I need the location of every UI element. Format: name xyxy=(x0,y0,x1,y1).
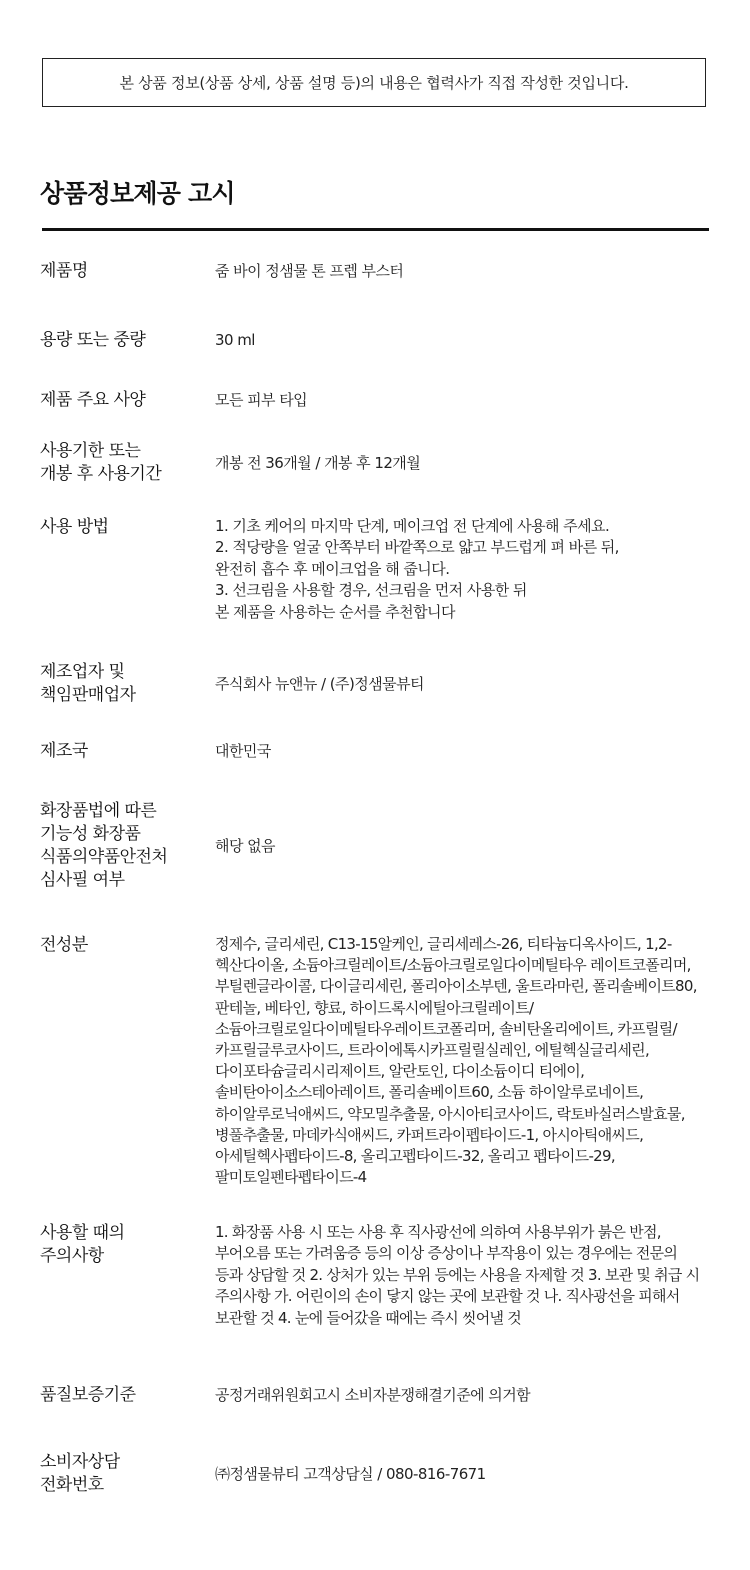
row-value: 개봉 전 36개월 / 개봉 후 12개월 xyxy=(215,454,421,472)
row-label: 제조업자 및 책임판매업자 xyxy=(40,662,136,705)
seller-notice-box xyxy=(42,58,706,107)
row-value: 정제수, 글리세린, C13-15알케인, 글리세레스-26, 티타늄디옥사이드, 1,2-헥산다이올, 소듐아크릴레이트/소듐아크릴로일다이메틸타우 레이트코폴리머, 부틸렌글라이콜, 다이글리세린, 폴리아이소부텐, 울트라마린, 폴리솔베이트80, 판테놀, 베타인, 향료, 하이드록시에틸아크릴레이트/ 소듐아크릴로일다이메틸타우레이트코폴리머, 솔비탄올리에이트, 카프릴릴/카프릴글루코사이드, 트라이에톡시카프릴릴실레인, 에틸헥실글리세린, 다이포타슘글리시리제이트, 알란토인, 다이소듐이디 티에이, 솔비탄아이소스테아레이트, 폴리솔베이트60, 소듐 하이알루로네이트, 하이알루로닉애씨드, 약모밀추출물, 아시아티코사이드, 락토바실러스발효물, 병풀추출물, 마데카식애씨드, 카퍼트라이펩타이드-1, 아시아틱애씨드, 아세틸헥사펩타이드-8, 올리고펩타이드-32, 올리고 펩타이드-29, 팔미토일펜타펩타이드-4 xyxy=(215,935,697,1187)
row-value: 1. 기초 케어의 마지막 단계, 메이크업 전 단계에 사용해 주세요. 2. 적당량을 얼굴 안쪽부터 바깥쪽으로 얇고 부드럽게 펴 바른 뒤, 완전히 흡수 후 메이크업을 해 줍니다. 3. 선크림을 사용할 경우, 선크림을 먼저 사용한 뒤 본 제품을 사용하는 순서를 추천합니다 xyxy=(215,517,619,621)
row-label: 화장품법에 따른 기능성 화장품 식품의약품안전처 심사필 여부 xyxy=(40,801,168,890)
row-value: 주식회사 뉴앤뉴 / (주)정샘물뷰티 xyxy=(215,675,424,693)
row-label: 품질보증기준 xyxy=(40,1385,136,1405)
page-title: 상품정보제공 고시 xyxy=(40,179,235,208)
row-value: 공정거래위원회고시 소비자분쟁해결기준에 의거함 xyxy=(215,1386,531,1404)
row-label: 전성분 xyxy=(40,935,88,955)
row-label: 제품명 xyxy=(40,261,88,281)
row-value: 줌 바이 정샘물 톤 프렙 부스터 xyxy=(215,262,404,280)
row-value: 해당 없음 xyxy=(215,837,275,855)
row-label: 사용 방법 xyxy=(40,517,109,537)
row-value: ㈜정샘물뷰티 고객상담실 / 080-816-7671 xyxy=(215,1465,486,1483)
row-label: 제조국 xyxy=(40,741,88,761)
title-divider xyxy=(42,228,709,231)
row-label: 제품 주요 사양 xyxy=(40,390,146,410)
row-label: 사용할 때의 주의사항 xyxy=(40,1223,125,1266)
row-label: 용량 또는 중량 xyxy=(40,330,146,350)
row-label: 소비자상담 전화번호 xyxy=(40,1452,120,1495)
row-value: 대한민국 xyxy=(215,742,271,760)
row-value: 30 ml xyxy=(215,331,255,349)
seller-notice-text: 본 상품 정보(상품 상세, 상품 설명 등)의 내용은 협력사가 직접 작성한 것입니다. xyxy=(119,74,629,92)
row-value: 1. 화장품 사용 시 또는 사용 후 직사광선에 의하여 사용부위가 붉은 반점, 부어오름 또는 가려움증 등의 이상 증상이나 부작용이 있는 경우에는 전문의 등과 상담할 것 2. 상처가 있는 부위 등에는 사용을 자제할 것 3. 보관 및 취급 시 주의사항 가. 어린이의 손이 닿지 않는 곳에 보관할 것 나. 직사광선을 피해서 보관할 것 4. 눈에 들어갔을 때에는 즉시 씻어낼 것 xyxy=(215,1223,700,1327)
row-label: 사용기한 또는 개봉 후 사용기간 xyxy=(40,441,162,484)
row-value: 모든 피부 타입 xyxy=(215,391,308,409)
